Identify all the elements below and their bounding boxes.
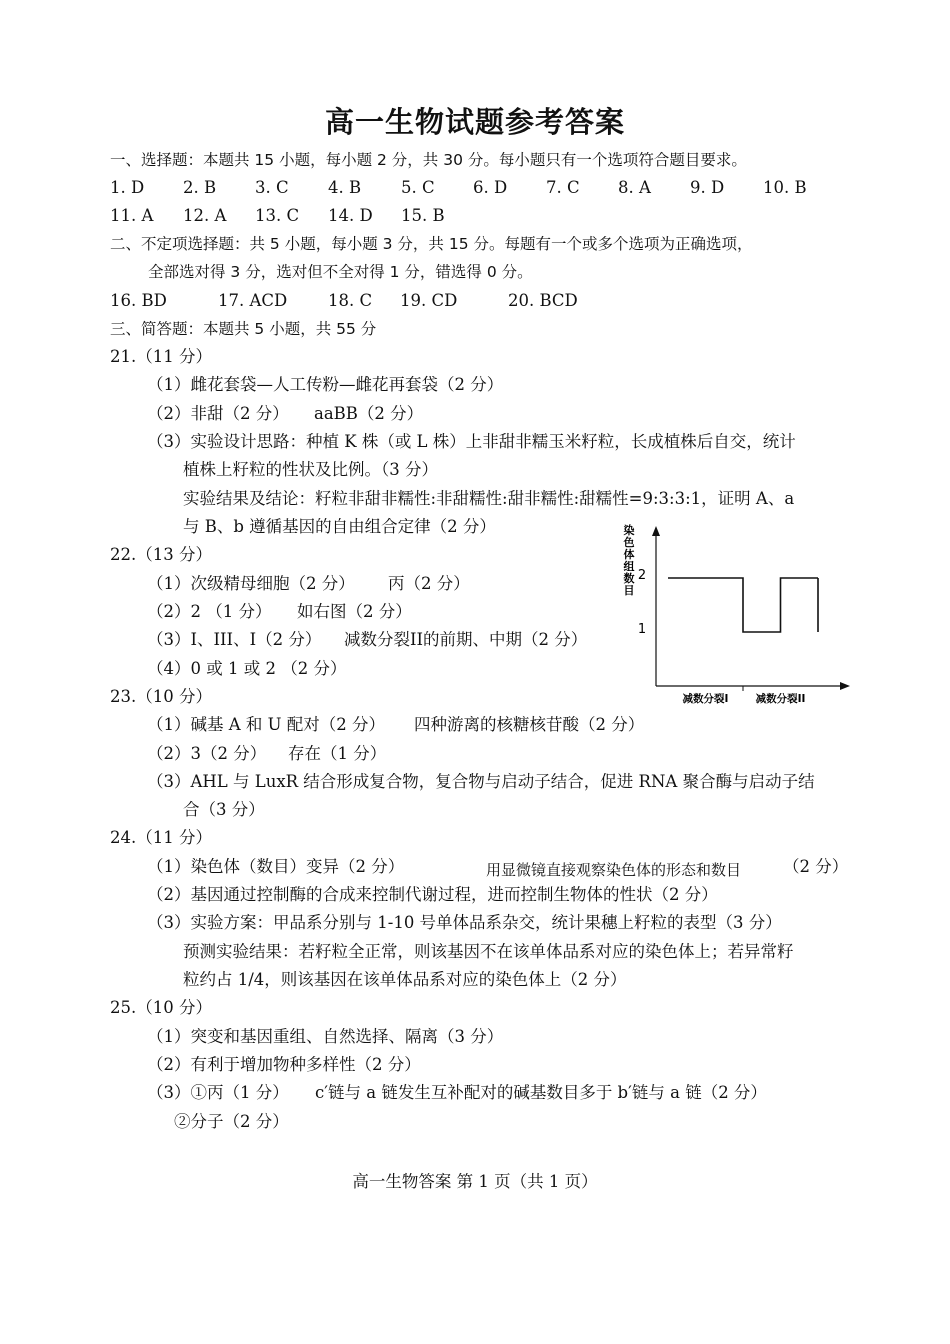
q22-line4: （4）0 或 1 或 2 （2 分） — [147, 659, 347, 678]
answer-20: 20. BCD — [508, 291, 578, 310]
q23-header: 23.（10 分） — [110, 687, 212, 706]
answer-17: 17. ACD — [218, 291, 288, 310]
q21-line3a: （3）实验设计思路：种植 K 株（或 L 株）上非甜非糯玉米籽粒，长成植株后自交，统计 — [147, 432, 796, 451]
q21-header: 21.（11 分） — [110, 347, 212, 366]
answer-8: 8. A — [618, 178, 651, 197]
q23-line1b: 四种游离的核糖核苷酸（2 分） — [414, 715, 645, 734]
q24-line1a: （1）染色体（数目）变异（2 分） — [147, 857, 405, 876]
q25-line1: （1）突变和基因重组、自然选择、隔离（3 分） — [147, 1027, 504, 1046]
q21-line3d: 与 B、b 遵循基因的自由组合定律（2 分） — [183, 517, 496, 536]
answer-12: 12. A — [183, 206, 227, 225]
chart-y-axis-label — [624, 523, 635, 597]
q25-line3b: c′链与 a 链发生互补配对的碱基数目多于 b′链与 a 链（2 分） — [315, 1083, 767, 1102]
q22-line1a: （1）次级精母细胞（2 分） — [147, 574, 355, 593]
q25-line2: （2）有利于增加物种多样性（2 分） — [147, 1055, 421, 1074]
answer-5: 5. C — [401, 178, 435, 197]
q24-line3c: 粒约占 1/4，则该基因在该单体品系对应的染色体上（2 分） — [183, 970, 627, 989]
q22-line3b: 减数分裂II的前期、中期（2 分） — [344, 630, 588, 649]
answer-15: 15. B — [401, 206, 445, 225]
q24-header: 24.（11 分） — [110, 828, 212, 847]
answer-2: 2. B — [183, 178, 217, 197]
q21-line3c: 实验结果及结论：籽粒非甜非糯性:非甜糯性:甜非糯性:甜糯性=9:3:3:1，证明 A、a — [183, 489, 795, 508]
chart-y-label-char: 色 — [623, 536, 635, 549]
q21-line2b: aaBB（2 分） — [314, 404, 424, 423]
answer-9: 9. D — [690, 178, 725, 197]
chart-series-line — [668, 578, 818, 632]
answer-14: 14. D — [328, 206, 373, 225]
chart-y-label-char: 组 — [623, 560, 635, 573]
chart-y-label-char: 数 — [623, 572, 635, 585]
answer-7: 7. C — [546, 178, 580, 197]
answer-19: 19. CD — [400, 291, 458, 310]
chart-y-tick-1: 1 — [637, 622, 647, 637]
page-title: 高一生物试题参考答案 — [324, 105, 625, 139]
answer-11: 11. A — [110, 206, 154, 225]
q22-line2b: 如右图（2 分） — [297, 602, 412, 621]
answer-10: 10. B — [763, 178, 807, 197]
q23-line2b: 存在（1 分） — [288, 744, 387, 763]
q24-line3a: （3）实验方案：甲品系分别与 1-10 号单体品系杂交，统计果穗上籽粒的表型（3 分） — [147, 913, 782, 932]
q25-line3c: ②分子（2 分） — [174, 1112, 289, 1131]
q21-line1: （1）雌花套袋—人工传粉—雌花再套袋（2 分） — [147, 375, 504, 394]
q22-header: 22.（13 分） — [110, 545, 212, 564]
q23-line3a: （3）AHL 与 LuxR 结合形成复合物，复合物与启动子结合，促进 RNA 聚合酶与启动子结 — [147, 772, 815, 791]
section3-heading: 三、简答题：本题共 5 小题，共 55 分 — [110, 320, 377, 338]
q24-line1c: （2 分） — [783, 857, 849, 876]
q21-line3b: 植株上籽粒的性状及比例。（3 分） — [183, 460, 438, 479]
q25-header: 25.（10 分） — [110, 998, 212, 1017]
chart-y-label-char: 目 — [623, 584, 635, 597]
q24-line2: （2）基因通过控制酶的合成来控制代谢过程，进而控制生物体的性状（2 分） — [147, 885, 718, 904]
answer-1: 1. D — [110, 178, 145, 197]
section1-heading: 一、选择题：本题共 15 小题，每小题 2 分，共 30 分。每小题只有一个选项符合题目要求。 — [110, 151, 747, 169]
q22-line3a: （3）I、III、I（2 分） — [147, 630, 322, 649]
chart-x-segment-label-1: 减数分裂I — [682, 693, 729, 705]
chart-x-segment-label-2: 减数分裂II — [755, 693, 806, 705]
section2-heading-line1: 二、不定项选择题：共 5 小题，每小题 3 分，共 15 分。每题有一个或多个选项为正确选项， — [110, 235, 753, 253]
chart-y-tick-2: 2 — [637, 568, 647, 583]
answer-4: 4. B — [328, 178, 362, 197]
q23-line1a: （1）碱基 A 和 U 配对（2 分） — [147, 715, 386, 734]
q23-line2a: （2）3（2 分） — [147, 744, 267, 763]
q24-line3b: 预测实验结果：若籽粒全正常，则该基因不在该单体品系对应的染色体上；若异常籽 — [183, 942, 794, 961]
answer-16: 16. BD — [110, 291, 167, 310]
q25-line3a: （3）①丙（1 分） — [147, 1083, 289, 1102]
chart-x-axis-arrow — [840, 682, 850, 690]
q23-line3b: 合（3 分） — [183, 800, 265, 819]
chromosome-set-chart — [612, 520, 857, 710]
chart-y-label-char: 染 — [623, 524, 635, 537]
q22-line2a: （2）2 （1 分） — [147, 602, 272, 621]
answer-6: 6. D — [473, 178, 508, 197]
chart-y-label-char: 体 — [623, 548, 635, 561]
answer-3: 3. C — [255, 178, 289, 197]
page-footer: 高一生物答案 第 1 页（共 1 页） — [352, 1172, 598, 1191]
q24-line1b: 用显微镜直接观察染色体的形态和数目 — [486, 861, 742, 879]
answer-18: 18. C — [328, 291, 373, 310]
section2-heading-line2: 全部选对得 3 分，选对但不全对得 1 分，错选得 0 分。 — [148, 263, 533, 281]
q22-line1b: 丙（2 分） — [388, 574, 470, 593]
answer-13: 13. C — [255, 206, 300, 225]
q21-line2a: （2）非甜（2 分） — [147, 404, 289, 423]
chart-y-axis-arrow — [652, 526, 660, 536]
